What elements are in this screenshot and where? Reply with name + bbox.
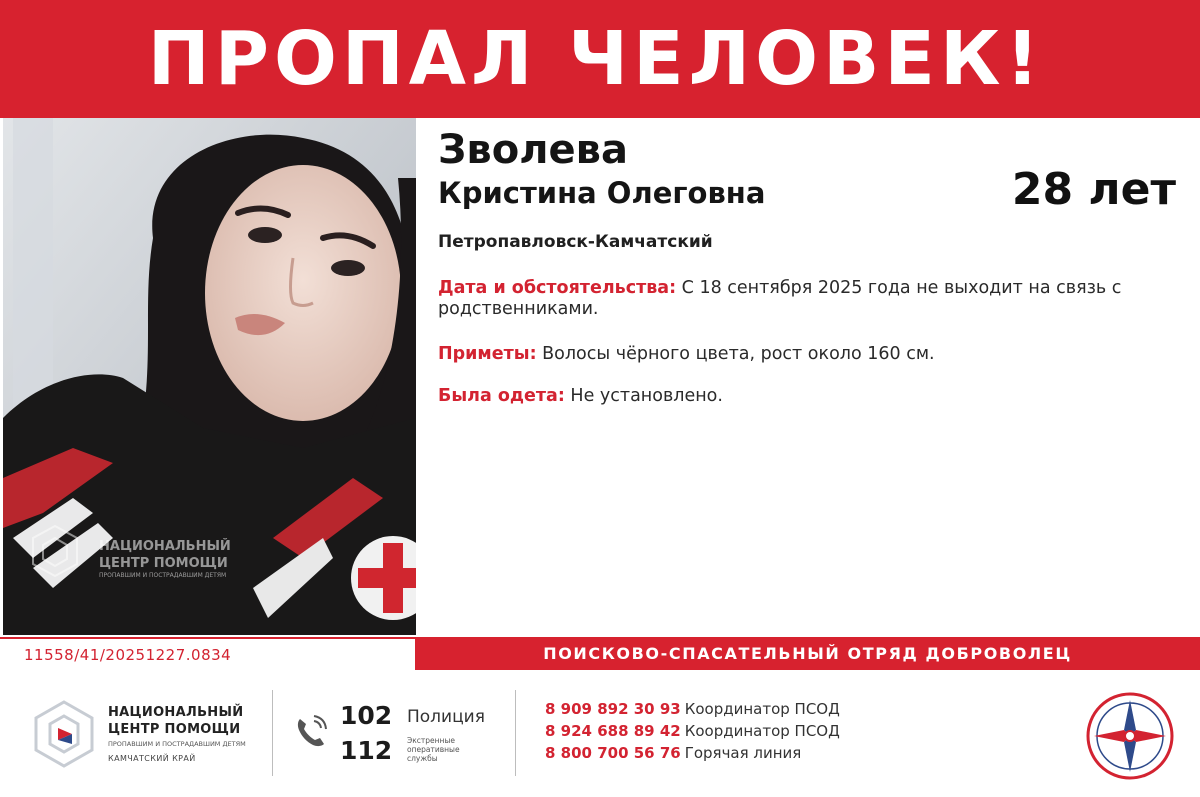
contact-role: Координатор ПСОД: [684, 700, 840, 718]
contact-row: [545, 720, 840, 742]
police-label: Полиция: [407, 707, 485, 727]
features-paragraph: [438, 344, 1158, 365]
person-name: Кристина Олеговна: [438, 176, 766, 210]
org-logo-icon: [28, 698, 100, 770]
circumstances-label: Дата и обстоятельства:: [438, 278, 677, 298]
team-name: ПОИСКОВО-СПАСАТЕЛЬНЫЙ ОТРЯД ДОБРОВОЛЕЦ: [543, 644, 1072, 663]
features-label: Приметы:: [438, 344, 537, 364]
circumstances-paragraph: [438, 278, 1158, 320]
police-number: 102: [340, 701, 393, 730]
clothing-text: Не установлено.: [564, 386, 723, 406]
contact-row: [545, 742, 840, 764]
info-band: [0, 637, 1200, 670]
person-photo: [3, 118, 416, 635]
org-region: КАМЧАТСКИЙ КРАЙ: [108, 754, 196, 763]
emergency-number: 112: [340, 736, 393, 765]
clothing-label: Была одета:: [438, 386, 565, 406]
contact-phone[interactable]: 8 924 688 89 42: [545, 722, 681, 740]
footer: [0, 670, 1200, 797]
header-banner: [0, 0, 1200, 118]
contacts-list: [545, 698, 840, 764]
org-name-line2: ЦЕНТР ПОМОЩИ: [108, 722, 241, 737]
phone-icon: [292, 713, 330, 751]
org-name-line3: ПРОПАВШИМ И ПОСТРАДАВШИМ ДЕТЯМ: [108, 740, 246, 748]
contact-row: [545, 698, 840, 720]
case-id: 11558/41/20251227.0834: [24, 645, 232, 664]
team-name-box: [415, 637, 1200, 670]
divider: [515, 690, 516, 776]
org-name-line1: НАЦИОНАЛЬНЫЙ: [108, 705, 244, 720]
rescue-emblem-icon: [1084, 690, 1176, 782]
person-info: [438, 118, 1188, 635]
watermark-line1: НАЦИОНАЛЬНЫЙ: [99, 539, 231, 554]
photo-watermark: [99, 538, 231, 580]
person-age: 28 лет: [1011, 164, 1176, 215]
features-text: Волосы чёрного цвета, рост около 160 см.: [536, 344, 935, 364]
clothing-paragraph: [438, 386, 1158, 407]
watermark-line3: ПРОПАВШИМ И ПОСТРАДАВШИМ ДЕТЯМ: [99, 572, 227, 579]
case-id-box: [0, 637, 415, 670]
contact-role: Горячая линия: [684, 744, 802, 762]
circumstances-text: С 18 сентября 2025 года не выходит на связь с родственниками.: [438, 278, 1122, 319]
person-city: Петропавловск-Камчатский: [438, 232, 713, 252]
person-surname: Зволева: [438, 127, 628, 173]
contact-phone[interactable]: 8 800 700 56 76: [545, 744, 681, 762]
contact-role: Координатор ПСОД: [684, 722, 840, 740]
divider: [272, 690, 273, 776]
emergency-label: Экстренные оперативные службы: [407, 736, 460, 763]
watermark-line2: ЦЕНТР ПОМОЩИ: [99, 556, 228, 571]
poster-title: ПРОПАЛ ЧЕЛОВЕК!: [147, 16, 1045, 102]
contact-phone[interactable]: 8 909 892 30 93: [545, 700, 681, 718]
